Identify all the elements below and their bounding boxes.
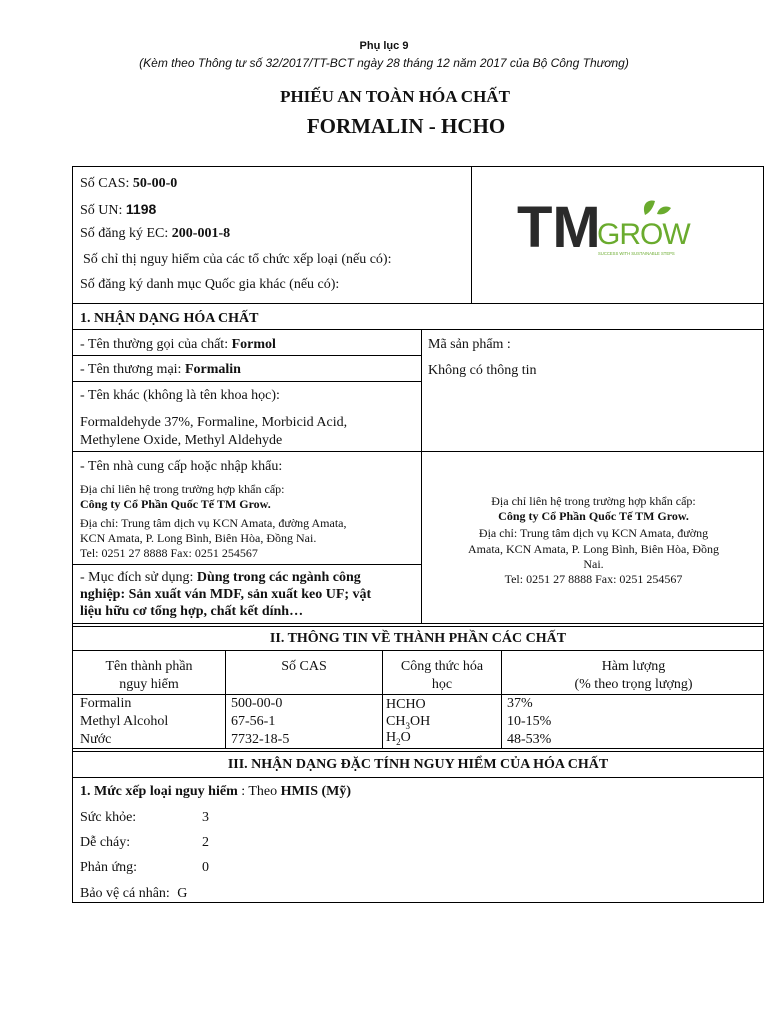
component-name: Nước <box>80 732 112 747</box>
reactivity-value: 0 <box>202 860 209 875</box>
component-content: 37% <box>507 696 533 711</box>
attachment-note: (Kèm theo Thông tư số 32/2017/TT-BCT ngày 28 tháng 12 năm 2017 của Bộ Công Thương) <box>139 56 629 70</box>
component-content: 10-15% <box>507 714 552 729</box>
emergency-label: Địa chỉ liên hệ trong trường hợp khẩn cấp: <box>80 482 285 496</box>
col-formula-header: Công thức hóa học <box>400 659 484 692</box>
reactivity-label: Phản ứng: <box>80 860 137 875</box>
logo-tm-text: TM <box>517 197 601 259</box>
un-row: Số UN: 1198 <box>80 201 157 218</box>
col-name-header: Tên thành phần nguy hiểm <box>105 659 193 692</box>
supplier-label: - Tên nhà cung cấp hoặc nhập khẩu: <box>80 459 283 474</box>
phone-line-right: Tel: 0251 27 8888 Fax: 0251 254567 <box>504 572 683 586</box>
product-code-value: Không có thông tin <box>428 363 537 378</box>
sds-table <box>72 166 764 903</box>
component-content: 48-53% <box>507 732 552 747</box>
other-names-line: Formaldehyde 37%, Formaline, Morbicid Acid, <box>80 415 348 430</box>
document-title: PHIẾU AN TOÀN HÓA CHẤT <box>280 87 510 106</box>
component-name: Methyl Alcohol <box>80 714 169 729</box>
address-line-right: Địa chỉ: Trung tâm dịch vụ KCN Amata, đường <box>478 526 709 540</box>
section1-heading: 1. NHẬN DẠNG HÓA CHẤT <box>80 311 259 326</box>
national-registration: Số đăng ký danh mục Quốc gia khác (nếu có): <box>80 277 340 292</box>
other-names-label: - Tên khác (không là tên khoa học): <box>80 388 280 403</box>
component-cas: 7732-18-5 <box>231 732 290 747</box>
cas-row: Số CAS: 50-00-0 <box>80 176 178 191</box>
phone-line: Tel: 0251 27 8888 Fax: 0251 254567 <box>80 546 258 560</box>
flammability-label: Dễ cháy: <box>80 835 131 850</box>
tm-grow-logo <box>517 197 717 259</box>
purpose-line: nghiệp: Sản xuất ván MDF, sản xuất keo UF; vật <box>80 587 372 602</box>
section3-heading: III. NHẬN DẠNG ĐẶC TÍNH NGUY HIỂM CỦA HÓA CHẤT <box>227 757 609 772</box>
component-cas: 500-00-0 <box>231 696 283 711</box>
component-formula: HCHO <box>386 697 426 712</box>
appendix-label: Phụ lục 9 <box>359 40 409 52</box>
section2-heading: II. THÔNG TIN VỀ THÀNH PHẦN CÁC CHẤT <box>269 631 567 646</box>
ec-row: Số đăng ký EC: 200-001-8 <box>80 226 231 241</box>
address-line-right: Amata, KCN Amata, P. Long Bình, Biên Hòa, Đồng <box>468 542 719 556</box>
address-line: Địa chỉ: Trung tâm dịch vụ KCN Amata, đường Amata, <box>80 516 347 530</box>
leaf-icon <box>644 201 655 215</box>
company-name-right: Công ty Cổ Phần Quốc Tế TM Grow. <box>498 509 689 523</box>
hazard-index: Số chỉ thị nguy hiểm của các tổ chức xếp loại (nếu có): <box>83 252 392 267</box>
col-content-header: Hàm lượng (% theo trọng lượng) <box>574 659 693 692</box>
health-label: Sức khỏe: <box>80 810 137 825</box>
logo-grow-text: GROW <box>597 218 690 251</box>
purpose-line: liệu hữu cơ tổng hợp, chất kết dính… <box>80 604 304 619</box>
flammability-value: 2 <box>202 835 209 850</box>
ppe-row: Bảo vệ cá nhân: G <box>80 886 188 901</box>
component-formula: $H_2O$ <box>386 730 411 747</box>
component-formula: $CH_3OH$ <box>386 714 431 731</box>
hazard-rating: 1. Mức xếp loại nguy hiểm : Theo HMIS (Mỹ) <box>80 784 352 799</box>
other-names-line: Methylene Oxide, Methyl Aldehyde <box>80 433 283 448</box>
purpose-line: - Mục đích sử dụng: Dùng trong các ngành công <box>80 570 361 585</box>
leaf-icon <box>657 206 671 214</box>
trade-name: - Tên thương mại: Formalin <box>80 362 241 377</box>
logo-tagline: SUCCESS WITH SUSTAINABLE STEPS <box>598 251 675 256</box>
product-code-label: Mã sản phẩm : <box>428 337 511 352</box>
divider <box>471 167 472 303</box>
address-line-right: Nai. <box>583 557 604 571</box>
component-cas: 67-56-1 <box>231 714 276 729</box>
company-name: Công ty Cổ Phần Quốc Tế TM Grow. <box>80 497 271 511</box>
product-title: FORMALIN - HCHO <box>306 114 506 138</box>
component-name: Formalin <box>80 696 132 711</box>
col-cas-header: Số CAS <box>281 659 327 674</box>
common-name: - Tên thường gọi của chất: Formol <box>80 337 276 352</box>
address-line: KCN Amata, P. Long Bình, Biên Hòa, Đồng Nai. <box>80 531 317 545</box>
health-value: 3 <box>202 810 209 825</box>
emergency-label-right: Địa chỉ liên hệ trong trường hợp khẩn cấp: <box>491 494 696 508</box>
